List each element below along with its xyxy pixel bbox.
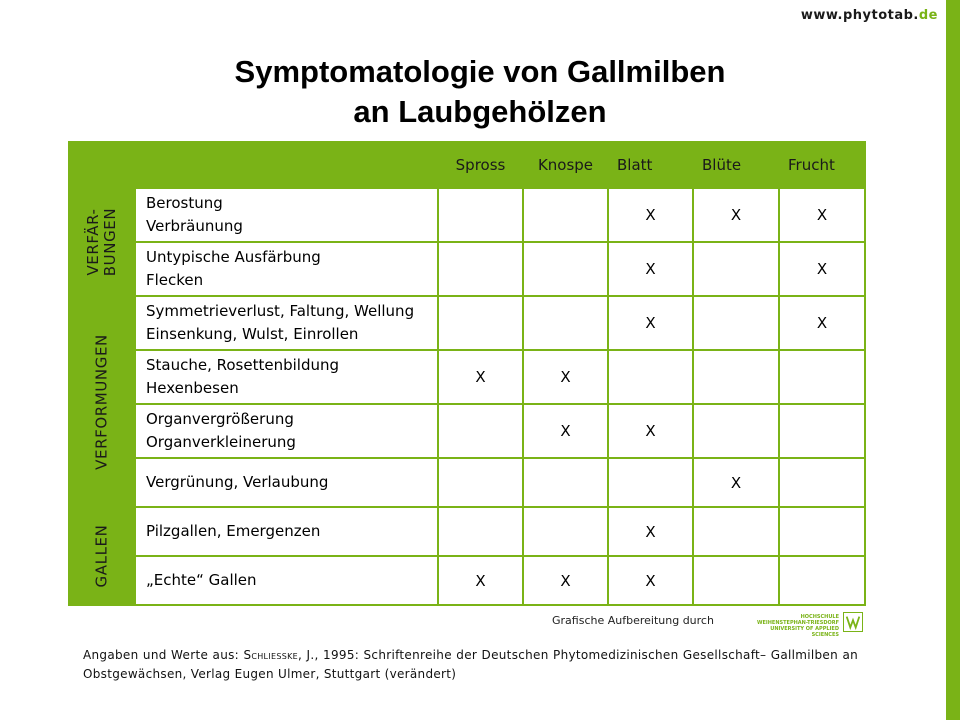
mark-cell-spross bbox=[438, 296, 523, 350]
symptom-line: Verbräunung bbox=[146, 217, 243, 235]
site-url-prefix: www.phytotab. bbox=[800, 8, 919, 23]
group-cell bbox=[69, 507, 135, 605]
header-knospe: Knospe bbox=[523, 142, 608, 188]
mark-cell-frucht: X bbox=[779, 296, 865, 350]
logo-line-3: UNIVERSITY OF APPLIED SCIENCES bbox=[770, 626, 839, 638]
header-spross: Spross bbox=[438, 142, 523, 188]
header-bluete: Blüte bbox=[693, 142, 779, 188]
mark-cell-knospe bbox=[523, 296, 608, 350]
source-citation bbox=[83, 646, 858, 684]
symptom-cell bbox=[135, 404, 438, 458]
mark-cell-spross: X bbox=[438, 350, 523, 404]
group-label-line: VERFORMUNGEN bbox=[92, 333, 111, 470]
symptom-cell bbox=[135, 458, 438, 507]
mark-cell-spross bbox=[438, 404, 523, 458]
logo-w-icon bbox=[843, 612, 863, 632]
mark-cell-bluete bbox=[693, 404, 779, 458]
mark-cell-bluete: X bbox=[693, 458, 779, 507]
source-author: Schliesske bbox=[243, 648, 298, 662]
mark-cell-spross: X bbox=[438, 556, 523, 605]
symptom-line: „Echte“ Gallen bbox=[146, 571, 257, 589]
group-label-line: VERFÄR- bbox=[84, 208, 102, 276]
logo-line-2: WEIHENSTEPHAN-TRIESDORF bbox=[756, 620, 839, 626]
logo-text bbox=[747, 614, 839, 638]
university-logo bbox=[747, 612, 865, 638]
symptom-line: Pilzgallen, Emergenzen bbox=[146, 522, 321, 540]
mark-cell-blatt: X bbox=[608, 242, 693, 296]
page-title bbox=[0, 52, 960, 132]
header-group-corner bbox=[69, 142, 135, 188]
symptom-cell bbox=[135, 188, 438, 242]
group-label bbox=[94, 525, 111, 588]
mark-cell-bluete bbox=[693, 556, 779, 605]
group-cell bbox=[69, 296, 135, 507]
logo-line-1: HOCHSCHULE bbox=[800, 614, 839, 620]
mark-cell-spross bbox=[438, 188, 523, 242]
table-body bbox=[69, 188, 865, 605]
mark-cell-bluete bbox=[693, 507, 779, 556]
symptom-line: Hexenbesen bbox=[146, 379, 239, 397]
mark-cell-frucht: X bbox=[779, 188, 865, 242]
group-label bbox=[94, 334, 111, 470]
mark-cell-blatt bbox=[608, 458, 693, 507]
site-url[interactable] bbox=[801, 8, 938, 23]
mark-cell-knospe: X bbox=[523, 350, 608, 404]
mark-cell-blatt: X bbox=[608, 296, 693, 350]
table-row bbox=[69, 556, 865, 605]
symptom-line: Organverkleinerung bbox=[146, 433, 296, 451]
symptom-cell bbox=[135, 242, 438, 296]
mark-cell-knospe bbox=[523, 242, 608, 296]
symptom-line: Stauche, Rosettenbildung bbox=[146, 356, 340, 374]
mark-cell-knospe bbox=[523, 507, 608, 556]
symptom-line: Einsenkung, Wulst, Einrollen bbox=[146, 325, 359, 343]
title-line-2: an Laubgehölzen bbox=[353, 94, 607, 129]
table-row bbox=[69, 188, 865, 242]
group-label-line: GALLEN bbox=[92, 524, 111, 588]
header-blatt: Blatt bbox=[608, 142, 693, 188]
table-row bbox=[69, 404, 865, 458]
mark-cell-frucht bbox=[779, 556, 865, 605]
symptom-line: Berostung bbox=[146, 194, 223, 212]
group-cell bbox=[69, 188, 135, 296]
title-line-1: Symptomatologie von Gallmilben bbox=[234, 54, 726, 89]
header-symptom-corner bbox=[135, 142, 438, 188]
credit-text: Grafische Aufbereitung durch bbox=[552, 614, 714, 627]
table-header-row bbox=[69, 142, 865, 188]
table-row bbox=[69, 507, 865, 556]
group-label bbox=[85, 208, 119, 276]
symptom-line: Vergrünung, Verlaubung bbox=[146, 473, 329, 491]
source-rest: , J., 1995: Schriftenreihe der Deutschen Phytomedizinischen Gesellschaft– Gallmilben an Obstgewächsen, Verlag Eugen Ulmer, Stuttgart (verändert) bbox=[83, 648, 858, 681]
mark-cell-knospe bbox=[523, 188, 608, 242]
mark-cell-frucht bbox=[779, 458, 865, 507]
group-label-line: BUNGEN bbox=[101, 207, 119, 277]
mark-cell-frucht bbox=[779, 404, 865, 458]
header-frucht: Frucht bbox=[779, 142, 865, 188]
table-row bbox=[69, 242, 865, 296]
mark-cell-blatt: X bbox=[608, 188, 693, 242]
symptom-cell bbox=[135, 556, 438, 605]
site-url-tld: de bbox=[918, 8, 938, 23]
symptom-line: Flecken bbox=[146, 271, 204, 289]
source-prefix: Angaben und Werte aus: bbox=[83, 648, 244, 662]
mark-cell-blatt: X bbox=[608, 404, 693, 458]
symptom-line: Organvergrößerung bbox=[146, 410, 294, 428]
mark-cell-frucht bbox=[779, 350, 865, 404]
symptom-cell bbox=[135, 296, 438, 350]
mark-cell-bluete bbox=[693, 296, 779, 350]
symptom-table bbox=[68, 141, 866, 606]
mark-cell-frucht: X bbox=[779, 242, 865, 296]
table-row bbox=[69, 458, 865, 507]
symptom-cell bbox=[135, 350, 438, 404]
mark-cell-spross bbox=[438, 242, 523, 296]
mark-cell-knospe: X bbox=[523, 556, 608, 605]
mark-cell-spross bbox=[438, 458, 523, 507]
symptom-cell bbox=[135, 507, 438, 556]
symptom-line: Symmetrieverlust, Faltung, Wellung bbox=[146, 302, 415, 320]
mark-cell-knospe: X bbox=[523, 404, 608, 458]
mark-cell-bluete bbox=[693, 350, 779, 404]
symptom-line: Untypische Ausfärbung bbox=[146, 248, 321, 266]
mark-cell-blatt: X bbox=[608, 556, 693, 605]
mark-cell-knospe bbox=[523, 458, 608, 507]
mark-cell-frucht bbox=[779, 507, 865, 556]
table-row bbox=[69, 350, 865, 404]
mark-cell-blatt bbox=[608, 350, 693, 404]
mark-cell-spross bbox=[438, 507, 523, 556]
mark-cell-blatt: X bbox=[608, 507, 693, 556]
mark-cell-bluete: X bbox=[693, 188, 779, 242]
mark-cell-bluete bbox=[693, 242, 779, 296]
table-row bbox=[69, 296, 865, 350]
